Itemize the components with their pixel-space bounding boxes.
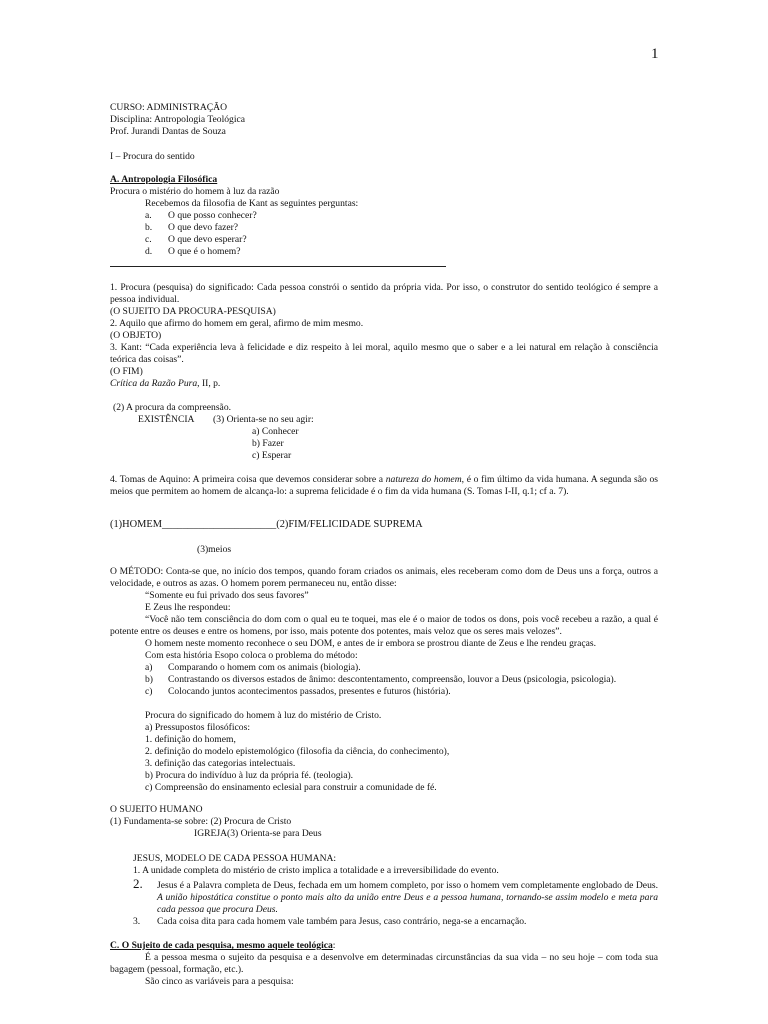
- paragraph-3-note: (O FIM): [110, 366, 143, 377]
- section-c-title: C. O Sujeito de cada pesquisa, mesmo aquele teológica: [110, 940, 333, 951]
- list-item: O que posso conhecer?: [168, 210, 257, 221]
- section-i-title: I – Procura do sentido: [110, 151, 195, 162]
- jesus-item-3: Cada coisa dita para cada homem vale também para Jesus, caso contrário, nega-se a encarnação.: [157, 916, 527, 927]
- section-c-heading: [110, 940, 335, 952]
- paragraph-1: 1. Procura (pesquisa) do significado: Cada pessoa constrói o sentido da própria vida. Por isso, o construtor do sentido teológico é sempre a pessoa individual.: [110, 282, 658, 305]
- section-a-subtitle: Procura o mistério do homem à luz da razão: [110, 186, 280, 197]
- horizontal-rule: [110, 266, 446, 267]
- paragraph-2: 2. Aquilo que afirmo do homem em geral, afirmo de mim mesmo.: [110, 318, 364, 329]
- paragraph-4-text-end: , é o fim último da vida humana. A segunda são os meios que permitem ao homem de alcança-lo: a suprema felicidade é o fim da vida humana (S. Tomas I-II, q.1; cf a. 7).: [110, 474, 658, 497]
- professor-line: Prof. Jurandi Dantas de Souza: [110, 126, 226, 137]
- jesus-item-2-text: Jesus é a Palavra completa de Deus, fechada em um homem completo, por isso o homem vem completamente englobado de Deus.: [157, 880, 658, 891]
- list-marker: c.: [145, 234, 152, 245]
- quote-2: “Você não tem consciência do dom com o qual eu te toquei, mas ele é o maior de todos os dons, pois você recebeu a razão, a qual é potente entre os deuses e entre os homens, por isso, mais potente dos potentes, mais veloz que os seres mais velozes”.: [110, 614, 658, 637]
- list-item: c) Esperar: [252, 450, 292, 461]
- jesus-item-1: 1. A unidade completa do mistério de cristo implica a totalidade e a irreversibilidade do evento.: [133, 865, 499, 876]
- comprehension-title: (2) A procura da compreensão.: [113, 402, 232, 413]
- list-marker: a.: [145, 210, 152, 221]
- sujeito-title: O SUJEITO HUMANO: [110, 804, 203, 815]
- list-marker: b): [145, 674, 153, 685]
- reference-title: Crítica da Razão Pura: [110, 378, 198, 389]
- paragraph-2-note: (O OBJETO): [110, 330, 162, 341]
- paragraph-3: 3. Kant: “Cada experiência leva à felicidade e diz respeito à lei moral, aquilo mesmo que o saber e a lei natural em relação à consciência teórica das coisas”.: [110, 342, 658, 365]
- orienta-deus-label: (3) Orienta-se para Deus: [227, 828, 322, 839]
- meios-label: (3)meios: [197, 544, 232, 555]
- jesus-title: JESUS, MODELO DE CADA PESSOA HUMANA:: [133, 853, 337, 864]
- list-item: Contrastando os diversos estados de ânimo: descontentamento, compreensão, louvor a Deus (psicologia, psicologia).: [168, 674, 617, 685]
- reference-rest: , II, p.: [197, 378, 221, 389]
- discipline-line: Disciplina: Antropologia Teológica: [110, 114, 246, 125]
- list-marker: c): [145, 686, 153, 697]
- kant-intro: Recebemos da filosofia de Kant as seguintes perguntas:: [145, 198, 359, 209]
- list-marker: b.: [145, 222, 153, 233]
- paragraph-4-italic: natureza do homem: [385, 474, 462, 485]
- igreja-label: IGREJA: [194, 828, 228, 839]
- list-item: Comparando o homem com os animais (biologia).: [168, 662, 361, 673]
- cristo-line: a) Pressupostos filosóficos:: [145, 722, 250, 733]
- section-c-paragraph: É a pessoa mesma o sujeito da pesquisa e a desenvolve em determinadas circunstâncias da sua vida – no seu hoje – com toda sua bagagem (pessoal, formação, etc.).: [110, 952, 658, 975]
- list-item: O que devo fazer?: [168, 222, 239, 233]
- paragraph-4: [110, 474, 658, 498]
- list-item: b) Fazer: [252, 438, 284, 449]
- existencia-label: EXISTÊNCIA: [138, 414, 195, 425]
- fundamenta-line: (1) Fundamenta-se sobre: (2) Procura de Cristo: [110, 816, 292, 827]
- list-marker: d.: [145, 246, 153, 257]
- paragraph-4-text: 4. Tomas de Aquino: A primeira coisa que devemos considerar sobre a: [110, 474, 386, 485]
- list-marker: 2.: [133, 876, 143, 891]
- metodo-paragraph: O MÉTODO: Conta-se que, no início dos tempos, quando foram criados os animais, eles receberam como dom de Deus uns a força, outros a velocidade, e outros as azas. O homem porem permaneceu nu, então disse:: [110, 566, 658, 589]
- cristo-line: Procura do significado do homem à luz do mistério de Cristo.: [145, 710, 382, 721]
- list-marker: a): [145, 662, 153, 673]
- esopo-line: Com esta história Esopo coloca o problema do método:: [145, 650, 358, 661]
- list-item: O que é o homem?: [168, 246, 241, 257]
- list-marker: 3.: [133, 916, 141, 927]
- section-a-title: A. Antropologia Filosófica: [110, 174, 218, 185]
- list-item: O que devo esperar?: [168, 234, 247, 245]
- zeus-line: E Zeus lhe respondeu:: [145, 602, 231, 613]
- list-item: Colocando juntos acontecimentos passados, presentes e futuros (história).: [168, 686, 451, 697]
- quote-1: “Somente eu fui privado dos seus favores”: [145, 590, 309, 601]
- homem-line: (1)HOMEM______________________(2)FIM/FELICIDADE SUPREMA: [110, 519, 423, 530]
- orienta-label: (3) Orienta-se no seu agir:: [213, 414, 314, 425]
- list-item: a) Conhecer: [252, 426, 299, 437]
- cristo-line: 3. definição das categorias intelectuais.: [145, 758, 296, 769]
- section-c-colon: :: [332, 940, 336, 951]
- page-number: 1: [651, 46, 659, 62]
- cristo-line: b) Procura do indivíduo à luz da própria fé. (teologia).: [145, 770, 354, 781]
- cristo-line: c) Compreensão do ensinamento eclesial para construir a comunidade de fé.: [145, 782, 437, 793]
- homem-momento: O homem neste momento reconhece o seu DOM, e antes de ir embora se prostrou diante de Zeus e lhe rendeu graças.: [145, 638, 597, 649]
- paragraph-1-note: (O SUJEITO DA PROCURA-PESQUISA): [110, 306, 276, 317]
- cristo-line: 2. definição do modelo epistemológico (filosofia da ciência, do conhecimento),: [145, 746, 450, 757]
- cristo-line: 1. definição do homem,: [145, 734, 236, 745]
- course-line: CURSO: ADMINISTRAÇÃO: [110, 102, 228, 113]
- reference: [110, 378, 220, 390]
- section-c-last-line: São cinco as variáveis para a pesquisa:: [145, 976, 294, 987]
- jesus-item-2-italic: A união hipostática constitue o ponto mais alto da união entre Deus e a pessoa humana, tornando-se assim modelo e meta para cada pessoa que procura Deus.: [157, 892, 658, 915]
- jesus-item-2: [157, 880, 658, 916]
